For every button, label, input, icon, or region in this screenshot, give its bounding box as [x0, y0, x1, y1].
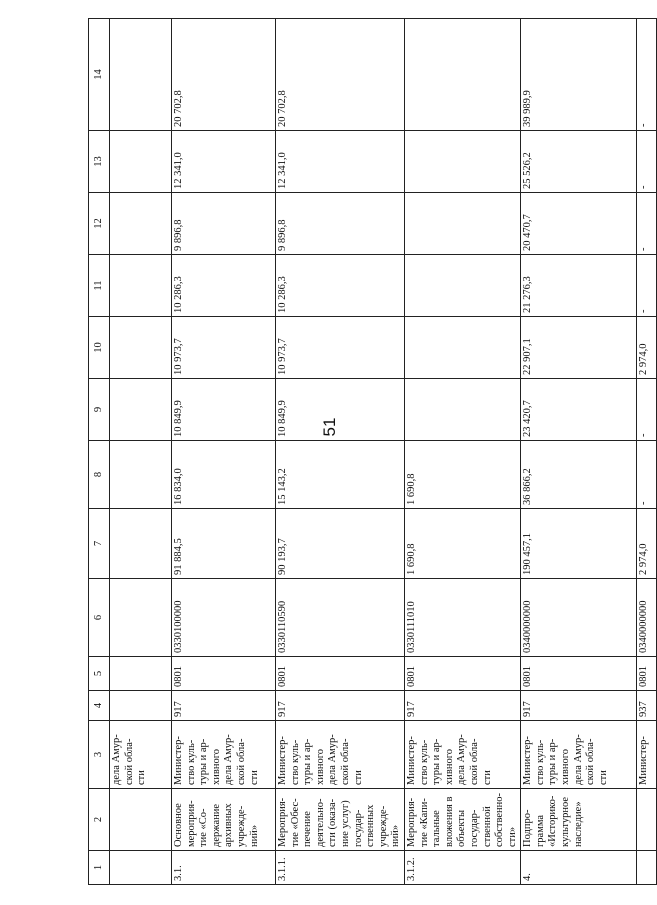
table-cell-col9: 23 420,7: [521, 379, 637, 441]
header-cell: 10: [89, 317, 110, 379]
table-cell-col1: 4.: [521, 851, 637, 885]
table-cell-col11: 10 286,3: [276, 255, 405, 317]
table-cell-col10: 22 907,1: [521, 317, 637, 379]
table-cell-col7: 2 974,0: [637, 509, 657, 579]
table-cell-col1: [637, 851, 657, 885]
table-cell-col2: Мероприя- тие «Обес- печение деятельно- сти (оказа- ние услуг) государ- ственных учрежде- ний»: [276, 789, 405, 851]
table-cell-col5: 0801: [172, 657, 276, 691]
table-cell-col4: 917: [276, 691, 405, 721]
table-cell-col11: [110, 255, 172, 317]
table-cell-col8: [110, 441, 172, 509]
table-cell-col11: -: [637, 255, 657, 317]
table-cell-col14: -: [637, 19, 657, 131]
table-cell-col1: [110, 851, 172, 885]
table-cell-col3: Министер-: [637, 721, 657, 789]
header-cell: 2: [89, 789, 110, 851]
table-cell-col5: [110, 657, 172, 691]
table-cell-col9: 10 849,9: [172, 379, 276, 441]
table-cell-col10: 10 973,7: [172, 317, 276, 379]
table-cell-col4: 937: [637, 691, 657, 721]
table-row: [110, 19, 172, 885]
table-cell-col8: 1 690,8: [404, 441, 520, 509]
table-cell-col11: 10 286,3: [172, 255, 276, 317]
table-cell-col7: 190 457,1: [521, 509, 637, 579]
header-cell: 11: [89, 255, 110, 317]
table-row: [172, 19, 276, 885]
header-cell: 1: [89, 851, 110, 885]
table-cell-col7: 91 884,5: [172, 509, 276, 579]
header-cell: 7: [89, 509, 110, 579]
table-cell-col12: [404, 193, 520, 255]
table-cell-col3: Министер- ство куль- туры и ар- хивного дела Амур- ской обла- сти: [521, 721, 637, 789]
header-cell: 14: [89, 19, 110, 131]
table-cell-col6: 0330110590: [276, 579, 405, 657]
table-cell-col10: 2 974,0: [637, 317, 657, 379]
table-cell-col3: Министер- ство куль- туры и ар- хивного дела Амур- ской обла- сти: [172, 721, 276, 789]
table-cell-col7: 1 690,8: [404, 509, 520, 579]
header-cell: 12: [89, 193, 110, 255]
header-cell: 6: [89, 579, 110, 657]
table-cell-col5: 0801: [637, 657, 657, 691]
table-cell-col1: 3.1.1.: [276, 851, 405, 885]
table-cell-col13: -: [637, 131, 657, 193]
table-cell-col8: 16 834,0: [172, 441, 276, 509]
table-cell-col9: [404, 379, 520, 441]
table-cell-col5: 0801: [521, 657, 637, 691]
header-cell: 13: [89, 131, 110, 193]
table-cell-col6: 0330111010: [404, 579, 520, 657]
table-cell-col4: 917: [404, 691, 520, 721]
table-cell-col11: 21 276,3: [521, 255, 637, 317]
table-cell-col6: 0340000000: [521, 579, 637, 657]
table-cell-col3: Министер- ство куль- туры и ар- хивного дела Амур- ской обла- сти: [276, 721, 405, 789]
table-row: [521, 19, 637, 885]
table-cell-col7: 90 193,7: [276, 509, 405, 579]
table-cell-col1: 3.1.2.: [404, 851, 520, 885]
table-cell-col6: [110, 579, 172, 657]
table-cell-col10: 10 973,7: [276, 317, 405, 379]
table-cell-col3: Министер- ство куль- туры и ар- хивного дела Амур- ской обла- сти: [404, 721, 520, 789]
table-cell-col8: -: [637, 441, 657, 509]
table-cell-col12: -: [637, 193, 657, 255]
budget-table-grid: [88, 18, 657, 885]
table-cell-col14: 20 702,8: [172, 19, 276, 131]
table-cell-col2: Подпро- грамма «Историко- культурное наследие»: [521, 789, 637, 851]
table-cell-col2: [110, 789, 172, 851]
table-cell-col13: 25 526,2: [521, 131, 637, 193]
table-cell-col14: [404, 19, 520, 131]
table-body: [110, 19, 657, 885]
table-cell-col14: 39 989,9: [521, 19, 637, 131]
rotated-page-area: [88, 19, 650, 885]
table-row: [276, 19, 405, 885]
table-cell-col5: 0801: [276, 657, 405, 691]
header-cell: 3: [89, 721, 110, 789]
table-cell-col4: 917: [172, 691, 276, 721]
header-cell: 8: [89, 441, 110, 509]
table-cell-col9: [110, 379, 172, 441]
table-cell-col4: [110, 691, 172, 721]
table-cell-col13: [404, 131, 520, 193]
table-cell-col12: 9 896,8: [172, 193, 276, 255]
header-cell: 5: [89, 657, 110, 691]
table-row: [637, 19, 657, 885]
table-cell-col3: дела Амур- ской обла- сти: [110, 721, 172, 789]
table-cell-col2: [637, 789, 657, 851]
table-cell-col7: [110, 509, 172, 579]
table-cell-col5: 0801: [404, 657, 520, 691]
table-cell-col6: 0340000000: [637, 579, 657, 657]
budget-table: [88, 19, 650, 885]
table-cell-col13: [110, 131, 172, 193]
header-row: [89, 19, 110, 885]
table-cell-col11: [404, 255, 520, 317]
table-cell-col9: -: [637, 379, 657, 441]
table-cell-col8: 36 866,2: [521, 441, 637, 509]
table-cell-col10: [110, 317, 172, 379]
table-cell-col12: 20 470,7: [521, 193, 637, 255]
table-cell-col2: Мероприя- тие «Капи- тальные вложения в объекты государ- ственной собственно- сти»: [404, 789, 520, 851]
page-number: 51: [320, 417, 339, 437]
table-cell-col8: 15 143,2: [276, 441, 405, 509]
table-cell-col13: 12 341,0: [276, 131, 405, 193]
table-cell-col12: 9 896,8: [276, 193, 405, 255]
table-cell-col6: 0330100000: [172, 579, 276, 657]
table-row: [404, 19, 520, 885]
table-cell-col10: [404, 317, 520, 379]
table-cell-col12: [110, 193, 172, 255]
header-cell: 4: [89, 691, 110, 721]
table-cell-col9: 10 849,9: [276, 379, 405, 441]
table-cell-col13: 12 341,0: [172, 131, 276, 193]
header-cell: 9: [89, 379, 110, 441]
table-cell-col14: 20 702,8: [276, 19, 405, 131]
table-cell-col4: 917: [521, 691, 637, 721]
table-cell-col2: Основное мероприя- тие «Со- держание архивных учрежде- ний»: [172, 789, 276, 851]
table-cell-col1: 3.1.: [172, 851, 276, 885]
table-cell-col14: [110, 19, 172, 131]
